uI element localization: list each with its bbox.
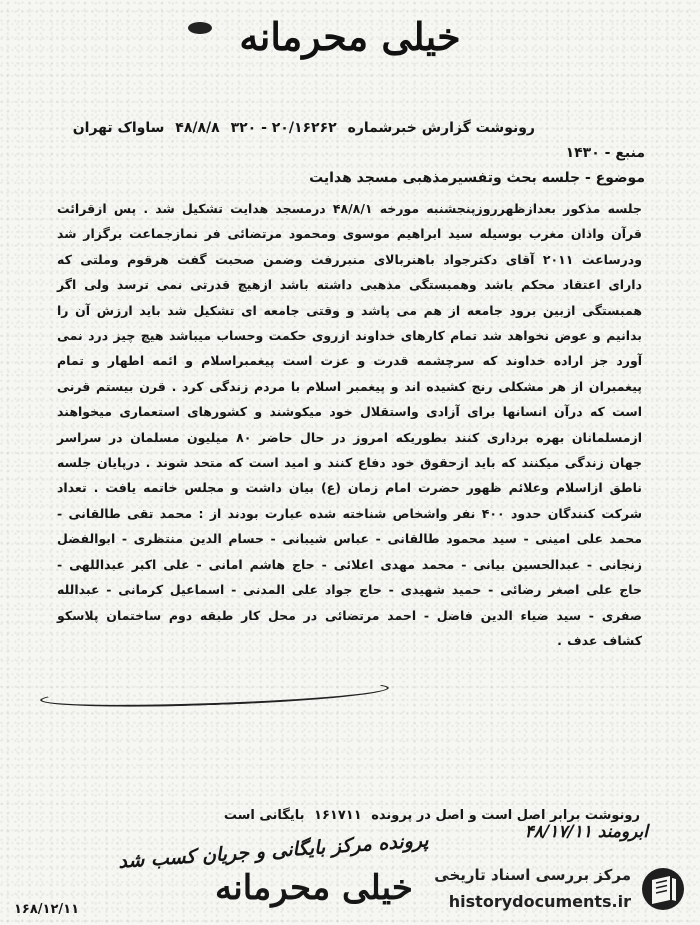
source-label: منبع - [604,145,645,161]
issuer: ساواک تهران [72,120,165,136]
closing-line [219,808,640,823]
report-number: ۲۰/۱۶۲۶۲ - ۳۲۰ [230,120,337,136]
classification-heading: خیلی محرمانه [239,14,461,59]
archive-url: historydocuments.ir [448,892,631,911]
report-date: ۴۸/۸/۸ [175,120,220,136]
report-label: رونوشت گزارش خبرشماره [347,120,535,136]
archive-watermark [401,862,686,918]
closing-label: رونوشت برابر اصل است و اصل در پرونده [371,808,640,823]
report-reference-line [67,120,535,136]
report-body: جلسه مذکور بعدازظهرروزپنجشنبه مورخه ۴۸/۸/۱ درمسجد هدایت تشکیل شد . پس ازقرائت قرآن واذان مغرب بوسیله سید ابراهیم موسوی ومحمود مرتضائی فر نمازجماعت برگزار شد ودرساعت ۲۰۱۱ آقای دکترجواد باهنربالای منبررفت وضمن صحبت گفت هرقوم وملتی که دارای اعتقاد محکم باشد وهمبستگی مذهبی داشته باشد ازهیچ قدرتی نمی ترسد ولی اگر همبستگی ازبین برود جامعه از هم می پاشد و وقتی جامعه ای تشکیل شد باید ارزش آن را بدانیم و عوض نخواهد شد تمام کارهای خداوند ازروی حکمت وحساب میباشد هیچ چیز درد نمی آورد جز اراده خداوند که سرچشمه قدرت و عزت است پیغمبراسلام و ائمه اطهار و تمام پیغمبران از هر مشکلی رنج کشیده اند و پیغمبر اسلام با مردم زندگی کرد . قرن بیستم قرنی است که درآن انسانها برای آزادی واستقلال خود میکوشند و کشورهای استعماری میخواهند ازمسلمانان بهره برداری کنند بطوریکه امروز در حال حاضر ۸۰ میلیون مسلمان در سراسر جهان زندگی میکنند که باید ازحقوق خود دفاع کنند و امید است که متحد شوند . درپایان جلسه ناطق ازاسلام وعلائم ظهور حضرت امام زمان (ع) بیان داشت و مجلس خاتمه یافت . تعداد شرکت کنندگان حدود ۴۰۰ نفر واشخاص شناخته شده عبارت بودند از : محمد تقی طالقانی - محمد علی امینی - سید محمود طالقانی - عباس شیبانی - حسام الدین منتظری - ابوالفضل زنجانی - عبدالحسین بیانی - محمد مهدی اعلائی - حاج هاشم امانی - علی اکبر عبداللهی - حاج علی اصغر رضائی - حمید شهیدی - حاج جواد علی المدنی - اسماعیل کرمانی - عبدالله صفری - سید ضیاء الدین فاضل - احمد مرتضائی در محل کار طبقه دوم ساختمان پلاسکو کشاف عدف . [57,201,643,648]
source-code: ۱۴۳۰ [565,145,600,161]
handwritten-underline-mark [40,677,390,711]
subject-line: موضوع - جلسه بحث وتفسیرمذهبی مسجد هدایت [309,170,645,186]
source-line [566,145,645,161]
closing-tail: بایگانی است [223,808,305,823]
bottom-handwritten-number: ۱۶۸/۱۲/۱۱ [14,902,80,917]
handwritten-initials: ابرومند ۴۸/۱۷/۱۱ [524,822,648,842]
classification-footer: خیلی محرمانه [215,868,413,908]
handwritten-signature-note: پرونده مرکز بایگانی و جریان کسب شد [117,829,430,873]
closing-number: ۱۶۱۷۱۱ [314,808,362,823]
archive-name: مرکز بررسی اسناد تاریخی [434,866,631,884]
archive-logo-icon [640,866,686,912]
